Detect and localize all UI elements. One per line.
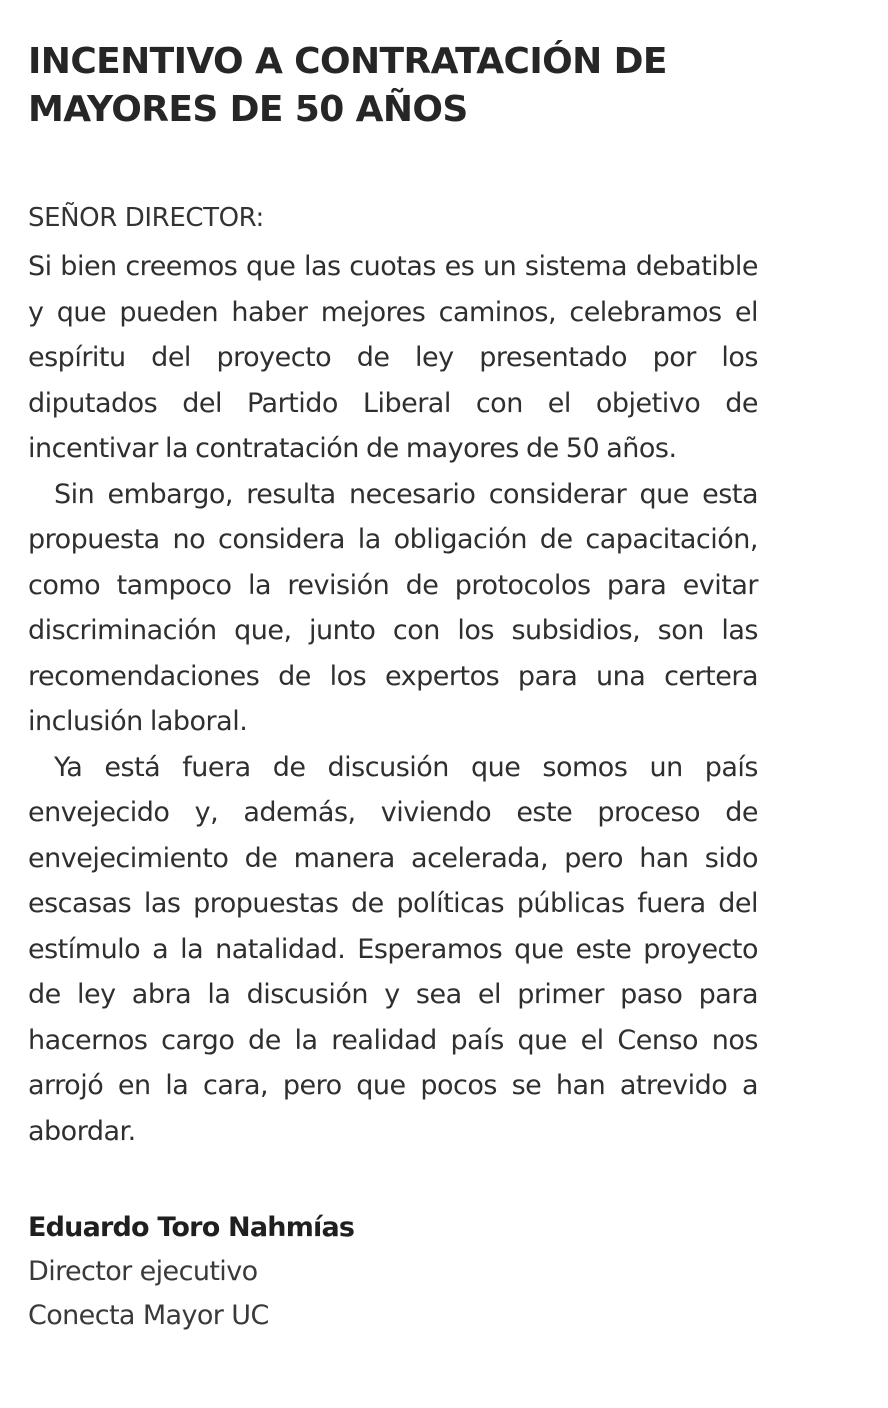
paragraph-3: Ya está fuera de discusión que somos un país envejecido y, además, viviendo este proceso de envejecimiento de manera acelerada, pero han sido escasas las propuestas de políticas públicas fuera del estímulo a la natalidad. Esperamos que este proyecto de ley abra la discusión y sea el primer paso para hacernos cargo de la realidad país que el Censo nos arrojó en la cara, pero que pocos se han atrevido a abordar. <box>28 751 758 1147</box>
author-organization: Conecta Mayor UC <box>28 1300 269 1331</box>
signature-block <box>28 1206 758 1338</box>
letter-to-editor <box>28 38 758 1338</box>
author-title: Director ejecutivo <box>28 1256 258 1287</box>
author-name: Eduardo Toro Nahmías <box>28 1212 355 1243</box>
letter-body <box>28 244 758 1154</box>
paragraph-2: Sin embargo, resulta necesario considerar que esta propuesta no considera la obligación de capacitación, como tampoco la revisión de protocolos para evitar discriminación que, junto con los subsidios, son las recomendaciones de los expertos para una certera inclusión laboral. <box>28 478 758 737</box>
headline: INCENTIVO A CONTRATACIÓN DE MAYORES DE 50 AÑOS <box>28 41 667 130</box>
paragraph-1: Si bien creemos que las cuotas es un sistema debatible y que pueden haber mejores caminos, celebramos el espíritu del proyecto de ley presentado por los diputados del Partido Liberal con el objetivo de incentivar la contratación de mayores de 50 años. <box>28 251 758 464</box>
salutation: SEÑOR DIRECTOR: <box>28 203 264 233</box>
